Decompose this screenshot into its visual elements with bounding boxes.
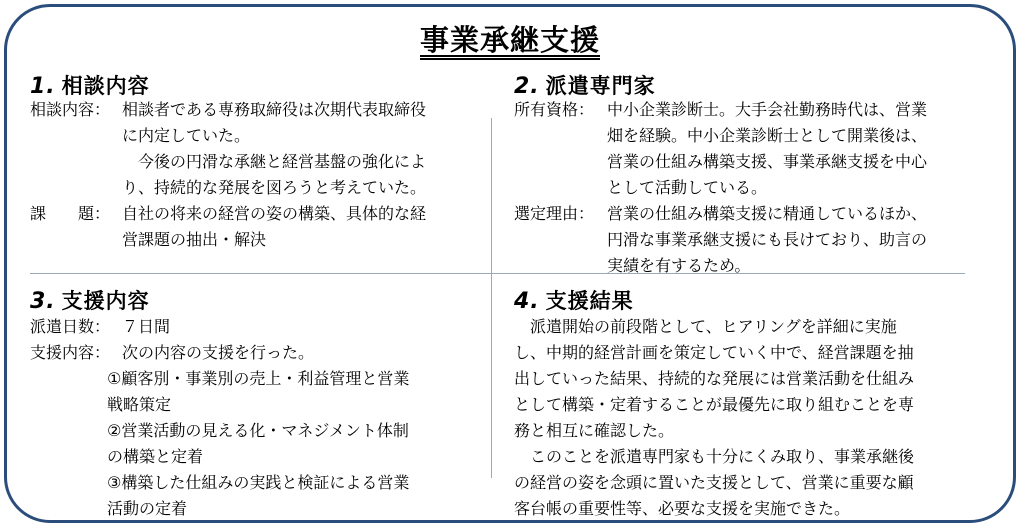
s4-line: このことを派遣専門家も十分にくみ取り、事業承継後 bbox=[530, 447, 915, 466]
section-3-number: 3. bbox=[30, 289, 56, 314]
s1-line: に内定していた。 bbox=[122, 126, 251, 145]
s2-line: として活動している。 bbox=[607, 178, 768, 197]
s4-line: 務と相互に確認した。 bbox=[514, 421, 675, 440]
s2-line: 円滑な事業承継支援にも長けており、助言の bbox=[607, 230, 928, 249]
section-1-heading bbox=[30, 70, 150, 100]
vertical-divider bbox=[491, 118, 492, 478]
section-2-heading bbox=[514, 70, 656, 100]
s3-content-value: 次の内容の支援を行った。 bbox=[122, 343, 315, 362]
s3-item: の構築と定着 bbox=[107, 447, 204, 466]
s1-line: 自社の将来の経営の姿の構築、具体的な経 bbox=[122, 204, 427, 223]
s3-days-value: ７日間 bbox=[122, 317, 171, 336]
section-1-number: 1. bbox=[30, 74, 56, 99]
s4-line: 派遣開始の前段階として、ヒアリングを詳細に実施 bbox=[530, 317, 897, 336]
page-title: 事業承継支援 bbox=[419, 23, 600, 57]
s3-item: 活動の定着 bbox=[107, 499, 188, 518]
s2-line: 営業の仕組み構築支援、事業承継支援を中心 bbox=[607, 152, 928, 171]
section-2-title: 派遣専門家 bbox=[545, 74, 656, 98]
s2-line: 営業の仕組み構築支援に精通しているほか、 bbox=[607, 204, 928, 223]
s4-line: 出していった結果、持続的な発展には営業活動を仕組み bbox=[514, 369, 915, 388]
s4-line: の経営の姿を念頭に置いた支援として、営業に重要な顧 bbox=[514, 473, 914, 492]
s3-item: ③構築した仕組みの実践と検証による営業 bbox=[107, 473, 410, 492]
section-4-number: 4. bbox=[514, 289, 540, 314]
s3-item: ①顧客別・事業別の売上・利益管理と営業 bbox=[107, 369, 410, 388]
s2-label-reason: 選定理由： bbox=[514, 204, 595, 223]
s1-line: 営課題の抽出・解決 bbox=[122, 230, 267, 249]
s2-line: 中小企業診断士。大手会社勤務時代は、営業 bbox=[607, 100, 928, 119]
s2-line: 畑を経験。中小企業診断士として開業後は、 bbox=[607, 126, 928, 145]
section-4-title: 支援結果 bbox=[545, 289, 634, 313]
horizontal-divider bbox=[30, 273, 965, 274]
section-3-title: 支援内容 bbox=[61, 289, 150, 313]
section-2-number: 2. bbox=[514, 74, 540, 99]
s1-line: 今後の円滑な承継と経営基盤の強化によ bbox=[138, 152, 427, 171]
s1-label-consult: 相談内容： bbox=[30, 100, 111, 119]
s4-line: 客台帳の重要性等、必要な支援を実施できた。 bbox=[514, 499, 851, 518]
s2-line: 実績を有するため。 bbox=[607, 256, 751, 275]
s4-line: し、中期的経営計画を策定していく中で、経営課題を抽 bbox=[514, 343, 914, 362]
s3-item: 戦略策定 bbox=[107, 395, 172, 414]
s3-label-days: 派遣日数： bbox=[30, 317, 111, 336]
s2-label-qualification: 所有資格： bbox=[514, 100, 595, 119]
s1-label-issue: 課 題： bbox=[30, 204, 111, 223]
s4-line: として構築・定着することが最優先に取り組むことを専 bbox=[514, 395, 915, 414]
section-4-heading bbox=[514, 285, 634, 315]
s1-line: 相談者である専務取締役は次期代表取締役 bbox=[122, 100, 427, 119]
s3-item: ②営業活動の見える化・マネジメント体制 bbox=[107, 421, 409, 440]
s1-line: り、持続的な発展を図ろうと考えていた。 bbox=[122, 178, 427, 197]
s3-label-content: 支援内容： bbox=[30, 343, 111, 362]
section-3-heading bbox=[30, 285, 150, 315]
section-1-title: 相談内容 bbox=[61, 74, 150, 98]
